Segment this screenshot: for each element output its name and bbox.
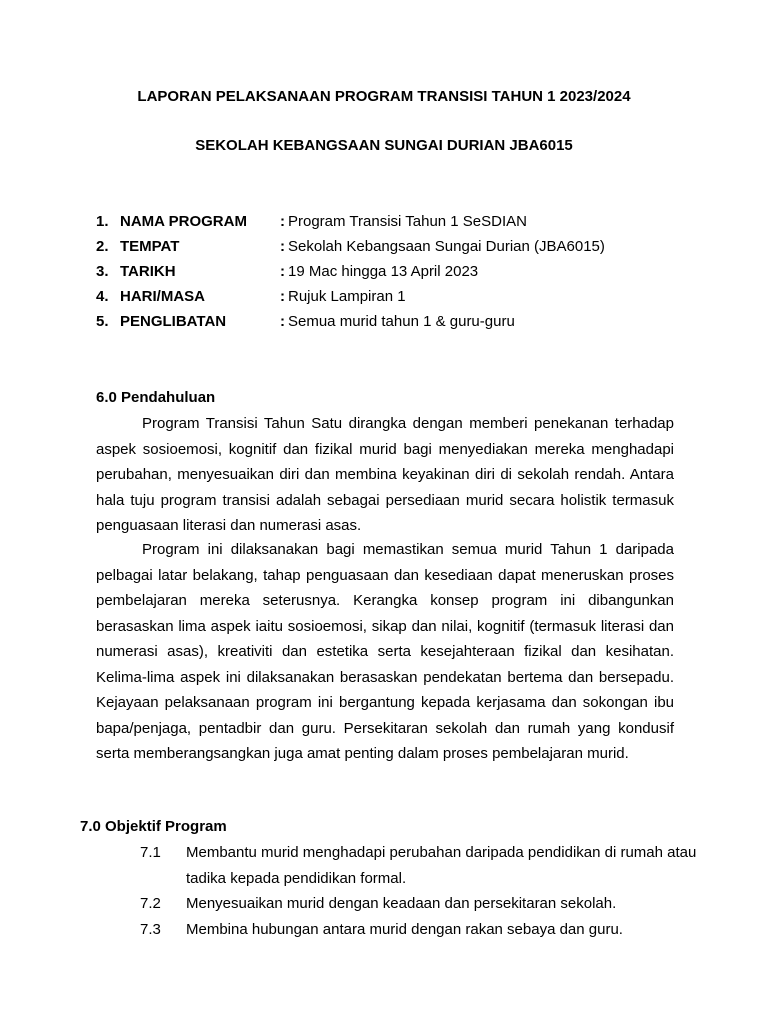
detail-colon: : [280, 263, 285, 280]
detail-label: HARI/MASA [120, 288, 205, 305]
section-heading-objectives: 7.0 Objektif Program [80, 818, 227, 835]
detail-value: Program Transisi Tahun 1 SeSDIAN [288, 213, 527, 230]
detail-label: PENGLIBATAN [120, 313, 227, 330]
school-name: SEKOLAH KEBANGSAAN SUNGAI DURIAN JBA6015 [195, 137, 573, 154]
detail-label: TARIKH [120, 263, 176, 280]
detail-label: NAMA PROGRAM [120, 213, 247, 230]
objectives-list [140, 840, 700, 942]
program-details [96, 212, 716, 337]
detail-row [96, 312, 716, 337]
detail-value: 19 Mac hingga 13 April 2023 [288, 263, 479, 280]
detail-colon: : [280, 288, 285, 305]
detail-label: TEMPAT [120, 238, 180, 255]
paragraph-text: Program Transisi Tahun Satu dirangka dengan memberi penekanan terhadap aspek sosioemosi, kognitif dan fizikal murid bagi menyediakan mereka menghadapi perubahan, menyesuaikan diri dan membina keyakinan diri di sekolah rendah. Antara hala tuju program transisi adalah sebagai persediaan murid secara holistik termasuk penguasaan literasi dan numerasi asas. [96, 415, 674, 534]
detail-number: 3. [96, 263, 109, 280]
objective-text: Membina hubungan antara murid dengan rakan sebaya dan guru. [186, 920, 623, 938]
detail-colon: : [280, 213, 285, 230]
report-title: LAPORAN PELAKSANAAN PROGRAM TRANSISI TAHUN 1 2023/2024 [137, 88, 631, 105]
objective-number: 7.3 [140, 920, 161, 938]
section-heading-introduction: 6.0 Pendahuluan [96, 389, 216, 406]
objective-number: 7.1 [140, 844, 161, 861]
detail-row [96, 237, 716, 262]
paragraph-text: Program ini dilaksanakan bagi memastikan semua murid Tahun 1 daripada pelbagai latar belakang, tahap penguasaan dan kesediaan dapat meneruskan proses pembelajaran mereka seterusnya. Kerangka konsep program ini dibangunkan berasaskan lima aspek iaitu sosioemosi, sikap dan nilai, kognitif (termasuk literasi dan numerasi asas), kreativiti dan estetika serta kesejahteraan fizikal dan kesihatan. Kelima-lima aspek ini dilaksanakan berasaskan pendekatan bertema dan bersepadu. Kejayaan pelaksanaan program ini bergantung kepada kerjasama dan sokongan ibu bapa/penjaga, pentadbir dan guru. Persekitaran sekolah dan rumah yang kondusif serta memberangsangkan juga amat penting dalam proses pembelajaran murid. [96, 541, 674, 762]
detail-value: Semua murid tahun 1 & guru-guru [288, 313, 515, 330]
intro-paragraph-1 [96, 411, 674, 539]
detail-colon: : [280, 238, 285, 255]
objective-text: Menyesuaikan murid dengan keadaan dan persekitaran sekolah. [186, 895, 617, 912]
objective-item [140, 891, 700, 917]
objective-item [140, 840, 700, 891]
detail-value: Sekolah Kebangsaan Sungai Durian (JBA6015) [288, 238, 605, 255]
detail-number: 5. [96, 313, 109, 330]
detail-row [96, 212, 716, 237]
detail-number: 1. [96, 213, 109, 230]
detail-colon: : [280, 313, 285, 330]
detail-value: Rujuk Lampiran 1 [288, 288, 406, 305]
objective-item [140, 917, 700, 943]
intro-paragraph-2 [96, 537, 674, 767]
objective-text: Membantu murid menghadapi perubahan daripada pendidikan di rumah atau tadika kepada pendidikan formal. [186, 844, 697, 887]
detail-number: 4. [96, 288, 109, 305]
detail-number: 2. [96, 238, 109, 255]
detail-row [96, 287, 716, 312]
objective-number: 7.2 [140, 895, 161, 912]
detail-row [96, 262, 716, 287]
